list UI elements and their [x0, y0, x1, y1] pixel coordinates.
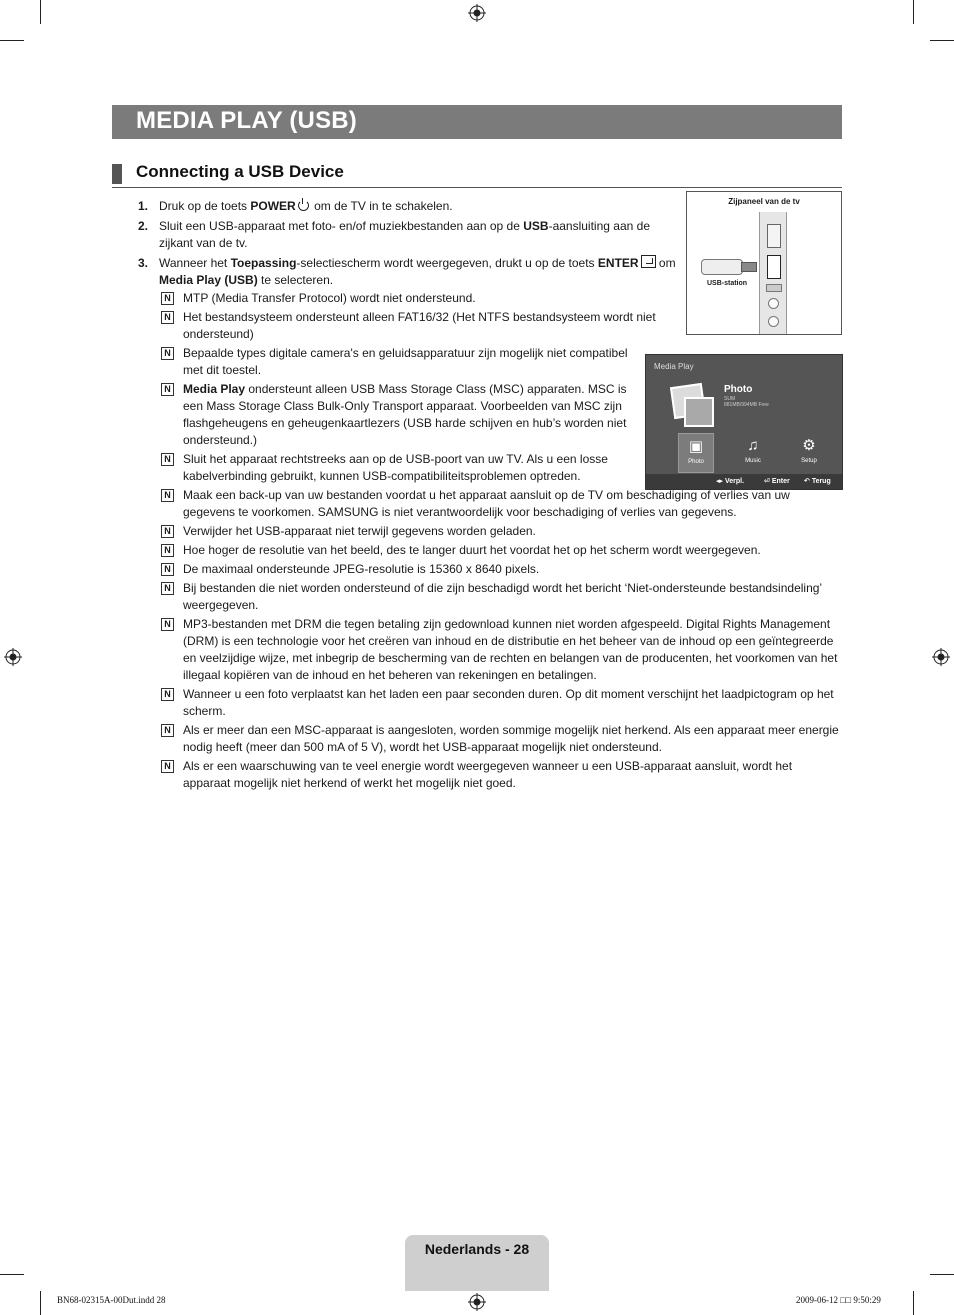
- power-icon: [298, 200, 309, 211]
- section-marker: [112, 164, 122, 184]
- tile-music[interactable]: ♫ Music: [745, 437, 761, 464]
- crop-mark: [930, 1274, 954, 1275]
- diagram-title: Zijpaneel van de tv: [728, 197, 800, 206]
- note-item: N Wanneer u een foto verplaatst kan het laden een paar seconden duren. Op dit moment verschijnt het laadpictogram op het scherm.: [130, 686, 842, 720]
- page-number: Nederlands - 28: [424, 1241, 530, 1257]
- note-icon: N: [161, 563, 174, 576]
- print-file-info: BN68-02315A-00Dut.indd 28: [57, 1295, 166, 1305]
- step-3: 3. Wanneer het Toepassing-selectiescherm wordt weergegeven, drukt u op de toets ENTER om Media Play (USB) te selecteren.: [138, 256, 676, 287]
- note-item: N De maximaal ondersteunde JPEG-resolutie is 15360 x 8640 pixels.: [130, 561, 842, 578]
- note-item: N Verwijder het USB-apparaat niet terwijl gegevens worden geladen.: [130, 523, 842, 540]
- note-item: N MP3-bestanden met DRM die tegen betaling zijn gedownload kunnen niet worden afgespeeld. Digital Rights Management (DRM) is een technologie voor het creëren van inhoud en de distributie en het beheer van de inhoud op een geïntegreerde en veelzijdige wijze, met inbegrip de bescherming van de rechten en belangen van de producenten, het voorkomen van het illegaal kopiëren van de inhoud en het beheren van rekeningen en betalingen.: [130, 616, 842, 684]
- note-icon: N: [161, 724, 174, 737]
- photo-icon: ▣: [688, 438, 704, 455]
- note-icon: N: [161, 311, 174, 324]
- note-icon: N: [161, 383, 174, 396]
- move-hint: ◂▸ Verpl.: [716, 478, 745, 485]
- note-icon: N: [161, 688, 174, 701]
- screen-header: Media Play: [654, 362, 694, 371]
- note-item: N Als er een waarschuwing van te veel energie wordt weergegeven wanneer u een USB-apparaat aansluit, wordt het apparaat mogelijk niet herkend of werkt het mogelijk niet goed.: [130, 758, 842, 792]
- enter-hint: ⏎ Enter: [764, 478, 790, 485]
- section-title: Connecting a USB Device: [136, 162, 344, 181]
- crop-mark: [0, 40, 24, 41]
- crop-mark: [930, 40, 954, 41]
- note-item: N MTP (Media Transfer Protocol) wordt niet ondersteund.: [130, 290, 683, 307]
- note-item: N Hoe hoger de resolutie van het beeld, des te langer duurt het voordat het op het scherm wordt weergegeven.: [130, 542, 842, 559]
- page-number-tab: [405, 1235, 549, 1291]
- note-item: N Media Play ondersteunt alleen USB Mass Storage Class (MSC) apparaten. MSC is een Mass Storage Class Bulk-Only Transport apparaat. Voorbeelden van MSC zijn flashgeheugens en geheugenkaartlezers (USB harde schijven en hub’s worden niet ondersteund.): [130, 381, 648, 449]
- instructions: [130, 198, 842, 794]
- note-icon: N: [161, 544, 174, 557]
- note-item: N Bepaalde types digitale camera's en geluidsapparatuur zijn mogelijk niet compatibel met dit toestel.: [130, 345, 648, 379]
- registration-mark-icon: [468, 1293, 486, 1311]
- crop-mark: [913, 1291, 914, 1315]
- note-item: N Het bestandsysteem ondersteunt alleen FAT16/32 (Het NTFS bestandsysteem wordt niet ondersteund): [130, 309, 683, 343]
- crop-mark: [0, 1274, 24, 1275]
- note-icon: N: [161, 347, 174, 360]
- print-timestamp: 2009-06-12 □□ 9:50:29: [796, 1295, 881, 1305]
- note-item: N Maak een back-up van uw bestanden voordat u het apparaat aansluit op de TV om beschadiging of verlies van uw gegevens te voorkomen. SAMSUNG is niet verantwoordelijk voor beschadiging of verlies van gegevens.: [130, 487, 842, 521]
- note-icon: N: [161, 453, 174, 466]
- registration-mark-icon: [4, 648, 22, 666]
- page-title: MEDIA PLAY (USB): [136, 107, 358, 134]
- note-icon: N: [161, 489, 174, 502]
- page-title-bar: [112, 105, 842, 139]
- note-icon: N: [161, 582, 174, 595]
- usb-station-label: USB-station: [707, 280, 748, 287]
- note-icon: N: [161, 292, 174, 305]
- item-subtitle: SUM 881MB/994MB Free: [724, 396, 769, 408]
- music-icon: ♫: [747, 437, 759, 454]
- gear-icon: ⚙: [802, 437, 816, 454]
- note-item: N Sluit het apparaat rechtstreeks aan op de USB-poort van uw TV. Als u een losse kabelverbinding gebruikt, kunnen USB-compatibiliteitsproblemen optreden.: [130, 451, 648, 485]
- crop-mark: [40, 1291, 41, 1315]
- step-1: 1. Druk op de toets POWER om de TV in te schakelen.: [138, 199, 453, 213]
- tile-setup[interactable]: ⚙ Setup: [801, 437, 817, 464]
- enter-icon: [641, 255, 656, 268]
- registration-mark-icon: [468, 4, 486, 22]
- tile-photo[interactable]: ▣ Photo: [678, 433, 714, 473]
- note-item: N Als er meer dan een MSC-apparaat is aangesloten, worden sommige mogelijk niet herkend. Als een apparaat meer energie nodig heeft (meer dan 500 mA of 5 V), wordt het USB-apparaat mogelijk niet ondersteund.: [130, 722, 842, 756]
- item-title: Photo: [724, 384, 753, 395]
- note-icon: N: [161, 760, 174, 773]
- step-2: 2. Sluit een USB-apparaat met foto- en/of muziekbestanden aan op de USB-aansluiting aan de zijkant van de tv.: [138, 219, 650, 250]
- note-icon: N: [161, 618, 174, 631]
- section-header: [112, 161, 842, 188]
- note-icon: N: [161, 525, 174, 538]
- crop-mark: [40, 0, 41, 24]
- note-item: N Bij bestanden die niet worden ondersteund of die zijn beschadigd wordt het bericht ‘Niet-ondersteunde bestandsindeling’ weergegeven.: [130, 580, 842, 614]
- back-hint: ↶ Terug: [804, 478, 831, 485]
- crop-mark: [913, 0, 914, 24]
- registration-mark-icon: [932, 648, 950, 666]
